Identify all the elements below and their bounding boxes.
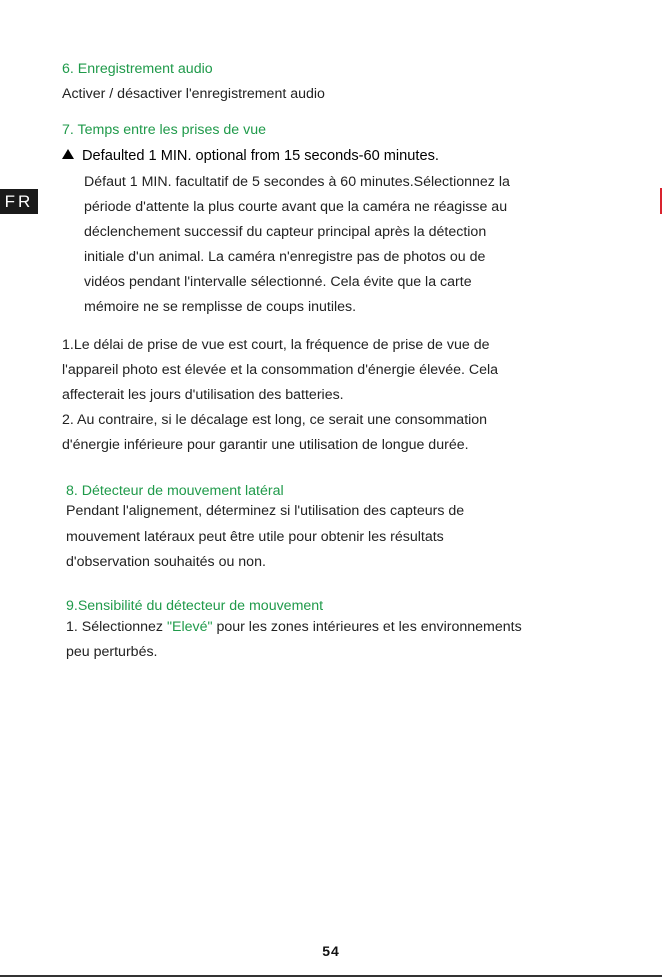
- note-line-4: initiale d'un animal. La caméra n'enregistre pas de photos ou de: [84, 249, 486, 265]
- para-line-4: 2. Au contraire, si le décalage est long, ce serait une consommation: [62, 412, 488, 428]
- note-line-3: déclenchement successif du capteur principal après la détection: [84, 224, 487, 240]
- section-7-heading: 7. Temps entre les prises de vue: [62, 122, 266, 138]
- para-line-1: 1.Le délai de prise de vue est court, la fréquence de prise de vue de: [62, 337, 490, 353]
- note-line-1: Défaut 1 MIN. facultatif de 5 secondes à 60 minutes.Sélectionnez la: [84, 174, 510, 190]
- section-6-body: Activer / désactiver l'enregistrement audio: [62, 86, 325, 102]
- section-9-line-1: [66, 618, 522, 636]
- section-9-heading: 9.Sensibilité du détecteur de mouvement: [66, 598, 324, 614]
- page-number: 54: [322, 943, 340, 959]
- section-8-line-2: mouvement latéraux peut être utile pour obtenir les résultats: [66, 529, 444, 545]
- section-8-line-3: d'observation souhaités ou non.: [66, 554, 266, 570]
- line1-after: pour les zones intérieures et les environnements: [212, 619, 522, 635]
- section-9-line-2: peu perturbés.: [66, 644, 158, 660]
- para-line-3: affecterait les jours d'utilisation des batteries.: [62, 387, 344, 403]
- para-line-2: l'appareil photo est élevée et la consommation d'énergie élevée. Cela: [62, 362, 499, 378]
- note-line-6: mémoire ne se remplisse de coups inutiles.: [84, 299, 357, 315]
- note-line-5: vidéos pendant l'intervalle sélectionné. Cela évite que la carte: [84, 274, 472, 290]
- line1-before: 1. Sélectionnez: [66, 619, 167, 635]
- section-8-line-1: Pendant l'alignement, déterminez si l'utilisation des capteurs de: [66, 503, 465, 519]
- language-tab: FR: [0, 189, 38, 214]
- warning-triangle-icon: [62, 149, 74, 159]
- section-6-heading: 6. Enregistrement audio: [62, 61, 213, 77]
- quoted-setting: "Elevé": [166, 619, 213, 635]
- note-line-2: période d'attente la plus courte avant que la caméra ne réagisse au: [84, 199, 508, 215]
- section-7-note-title: [62, 147, 439, 165]
- para-line-5: d'énergie inférieure pour garantir une utilisation de longue durée.: [62, 437, 469, 453]
- note-title-text: Defaulted 1 MIN. optional from 15 seconds-60 minutes.: [82, 148, 439, 164]
- section-8-heading: 8. Détecteur de mouvement latéral: [66, 483, 284, 499]
